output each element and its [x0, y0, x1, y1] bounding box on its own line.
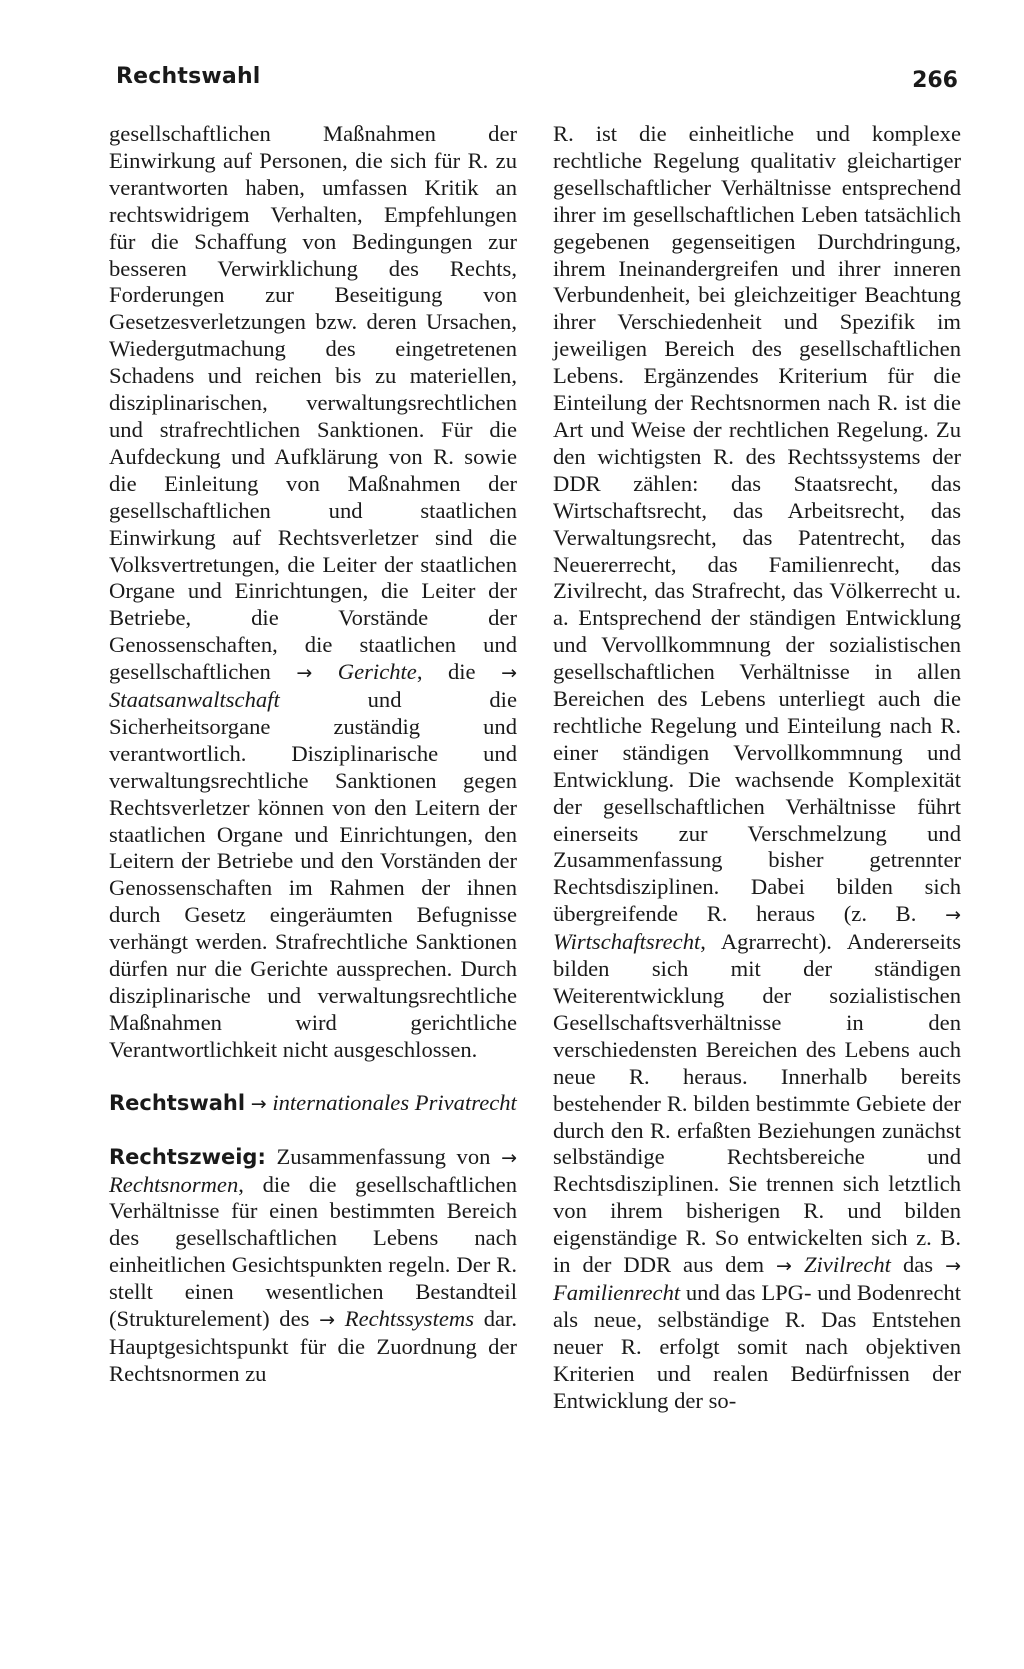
arrow-icon: → — [945, 904, 961, 927]
text-run: das — [902, 1252, 934, 1278]
cross-reference-familienrecht[interactable]: Familienrecht — [553, 1279, 681, 1305]
text-run: dar. Hauptgesichtspunkt für die Zuordnung der Rechtsnormen zu — [109, 1306, 517, 1386]
text-run: R. ist die einheitliche und komplexe rechtliche Regelung qualitativ gleichartiger gesellschaftlicher Verhältnisse entsprechend ihrer im gesellschaftlichen Leben tatsächlich gegebenen gegenseitigen Durchdringung, ihrem Ineinandergreifen und ihrer inneren Verbundenheit, bei gleichzeitiger Beachtung ihrer Verschiedenheit und Spezifik im jeweiligen Bereich des gesellschaftlichen Lebens. Ergänzendes Kriterium für die Einteilung der Rechtsnormen nach R. ist die Art und Weise der rechtlichen Regelung. Zu den wichtigsten R. des Rechtssystems der DDR zählen: das Staatsrecht, das Wirtschaftsrecht, das Arbeitsrecht, das Verwaltungsrecht, das Patentrecht, das Neuererrecht, das Familienrecht, das Zivilrecht, das Strafrecht, das Völkerrecht u. a. Entsprechend der ständigen Entwicklung und Vervollkommnung der sozialistischen gesellschaftlichen Verhältnisse in allen Bereichen des Lebens unterliegt auch die rechtliche Regelung und Einteilung nach R. einer ständigen Vervollkommnung und Entwicklung. Die wachsende Komplexität der gesellschaftlichen Verhältnisse führt einerseits zur Verschmelzung und Zusammenfassung bisher getrennter Rechtsdisziplinen. Dabei bilden sich übergreifende R. heraus (z. B. — [553, 121, 961, 927]
arrow-icon: → — [250, 1092, 267, 1115]
text-run: gesellschaftlichen Maßnahmen der Einwirkung auf Personen, die sich für R. zu verantworten haben, umfassen Kritik an rechtswidrigem Verhalten, Empfehlungen für die Schaffung von Bedingungen zur besseren Verwirklichung des Rechts, Forderungen zur Beseitigung von Gesetzesverletzungen bzw. deren Ursachen, Wiedergutmachung des eingetretenen Schadens und reichen bis zu materiellen, disziplinarischen, verwaltungsrechtlichen und strafrechtlichen Sanktionen. Für die Aufdeckung und Aufklärung von R. sowie die Einleitung von Maßnahmen der gesellschaftlichen und staatlichen Einwirkung auf Rechtsverletzer sind die Volksvertretungen, die Leiter der staatlichen Organe und Einrichtungen, die Leiter der Betriebe, die Vorstände der Genossenschaften, die staatlichen und gesellschaftlichen — [109, 121, 517, 685]
entry-rechtszweig — [109, 1144, 517, 1388]
arrow-icon: → — [501, 662, 517, 685]
entry-rechtswahl — [109, 1090, 517, 1118]
arrow-icon: → — [501, 1146, 517, 1169]
paragraph-continued — [109, 121, 517, 1064]
cross-reference-rechtssystem[interactable]: Rechtssystems — [344, 1306, 475, 1332]
cross-reference-staatsanwaltschaft[interactable]: Staatsanwaltschaft — [109, 687, 280, 713]
paragraph-rechtszweig-continued — [553, 121, 961, 1415]
running-head: Rechtswahl — [116, 64, 261, 89]
left-column — [109, 121, 517, 1388]
arrow-icon: → — [776, 1255, 792, 1278]
page-number: 266 — [912, 68, 958, 93]
entry-spacer — [109, 1118, 517, 1144]
cross-reference-wirtschaftsrecht[interactable]: Wirtschaftsrecht — [553, 929, 701, 955]
arrow-icon: → — [945, 1255, 961, 1278]
arrow-icon: → — [296, 662, 313, 685]
right-column — [553, 121, 961, 1415]
text-run: und das LPG- und Bodenrecht als neue, selbständige R. Das Entstehen neuer R. erfolgt somit nach objektiven Kriterien und realen Bedürfnissen der Entwicklung der so- — [553, 1279, 961, 1413]
text-run: , die — [416, 659, 476, 685]
text-run: und die Sicherheitsorgane zuständig und verantwortlich. Disziplinarische und verwaltungsrechtliche Sanktionen gegen Rechtsverletzer können von den Leitern der staatlichen Organe und Einrichtungen, den Leitern der Betriebe und den Vorständen der Genossenschaften im Rahmen der ihnen durch Gesetz eingeräumten Befugnisse verhängt werden. Strafrechtliche Sanktionen dürfen nur die Gerichte aussprechen. Durch disziplinarische und verwaltungsrechtliche Maßnahmen wird gerichtliche Verantwortlichkeit nicht ausgeschlossen. — [109, 687, 517, 1062]
cross-reference-rechtsnormen[interactable]: Rechtsnormen — [109, 1171, 239, 1197]
cross-reference-gerichte[interactable]: Gerichte — [337, 659, 417, 685]
text-run: Zusammenfassung von — [276, 1143, 491, 1169]
entry-spacer — [109, 1064, 517, 1090]
entry-lemma: Rechtszweig: — [109, 1144, 266, 1169]
text-run: , Agrarrecht). Andererseits bilden sich mit der ständigen Weiterentwicklung der sozialistischen Gesellschaftsverhältnisse in den verschiedensten Bereichen des Lebens auch neue R. heraus. Innerhalb bereits bestehender R. bilden bestimmte Gebiete der durch den R. erfaßten Beziehungen zunächst selbständige Rechtsbereiche und Rechtsdisziplinen. Sie trennen sich letztlich von ihrem bisherigen R. und bilden eigenständige R. So entwickelten sich z. B. in der DDR aus dem — [553, 929, 961, 1278]
arrow-icon: → — [319, 1309, 336, 1332]
entry-lemma: Rechtswahl — [109, 1090, 246, 1115]
cross-reference-zivilrecht[interactable]: Zivilrecht — [803, 1252, 891, 1278]
cross-reference-internationales-privatrecht[interactable]: internationales Privatrecht — [272, 1089, 517, 1115]
text-run: , die die gesellschaftlichen Verhältnisse für einen bestimmten Bereich des gesellschaftlichen Lebens nach einheitlichen Gesichtspunkten regeln. Der R. stellt einen wesentlichen Bestandteil (Strukturelement) des — [109, 1171, 517, 1332]
